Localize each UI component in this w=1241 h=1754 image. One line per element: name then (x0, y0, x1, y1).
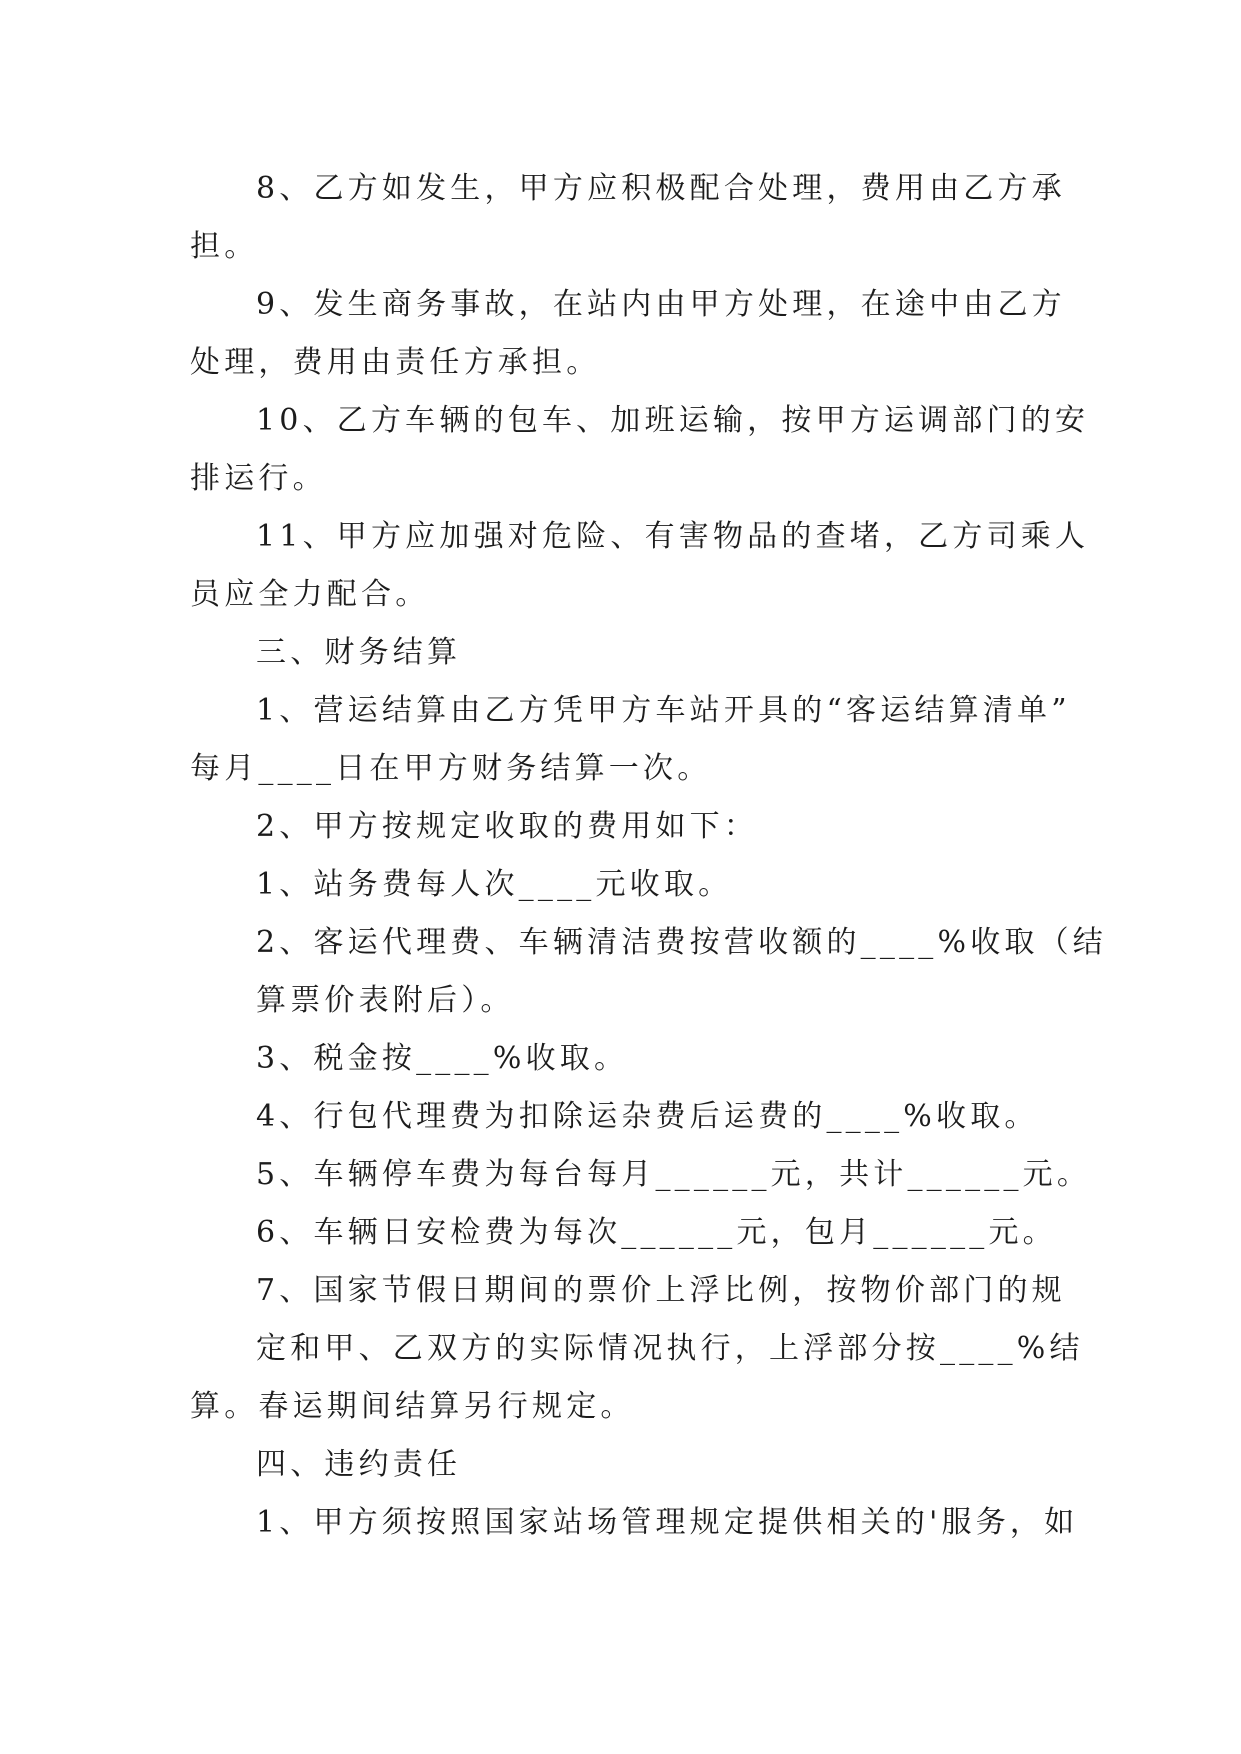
text-line: 1、甲方须按照国家站场管理规定提供相关的'服务，如 (256, 1505, 1079, 1540)
text-line: 每月____日在甲方财务结算一次。 (190, 751, 712, 786)
text-line: 算票价表附后）。 (256, 983, 515, 1018)
text-line: 1、营运结算由乙方凭甲方车站开具的“客运结算清单” (256, 693, 1071, 728)
text-line: 定和甲、乙双方的实际情况执行，上浮部分按____%结 (256, 1331, 1084, 1366)
text-line: 8、乙方如发生，甲方应积极配合处理，费用由乙方承 (256, 171, 1066, 206)
text-line: 1、站务费每人次____元收取。 (256, 867, 733, 902)
text-line: 6、车辆日安检费为每次______元，包月______元。 (256, 1215, 1057, 1250)
text-line: 11、甲方应加强对危险、有害物品的查堵，乙方司乘人 (256, 519, 1090, 554)
text-line: 担。 (190, 229, 259, 264)
text-line: 9、发生商务事故，在站内由甲方处理，在途中由乙方 (256, 287, 1066, 322)
text-line: 5、车辆停车费为每台每月______元，共计______元。 (256, 1157, 1092, 1192)
text-line: 10、乙方车辆的包车、加班运输，按甲方运调部门的安 (256, 403, 1090, 438)
text-line: 排运行。 (190, 461, 327, 496)
text-line: 处理，费用由责任方承担。 (190, 345, 601, 380)
section-heading: 三、财务结算 (256, 635, 462, 670)
text-line: 员应全力配合。 (190, 577, 430, 612)
text-line: 7、国家节假日期间的票价上浮比例，按物价部门的规 (256, 1273, 1066, 1308)
text-line: 算。春运期间结算另行规定。 (190, 1389, 635, 1424)
text-line: 4、行包代理费为扣除运杂费后运费的____%收取。 (256, 1099, 1039, 1134)
text-line: 3、税金按____%收取。 (256, 1041, 629, 1076)
text-line: 2、客运代理费、车辆清洁费按营收额的____%收取（结 (256, 925, 1107, 960)
document-body (190, 160, 1107, 1552)
section-heading: 四、违约责任 (256, 1447, 462, 1482)
text-line: 2、甲方按规定收取的费用如下： (256, 809, 759, 844)
